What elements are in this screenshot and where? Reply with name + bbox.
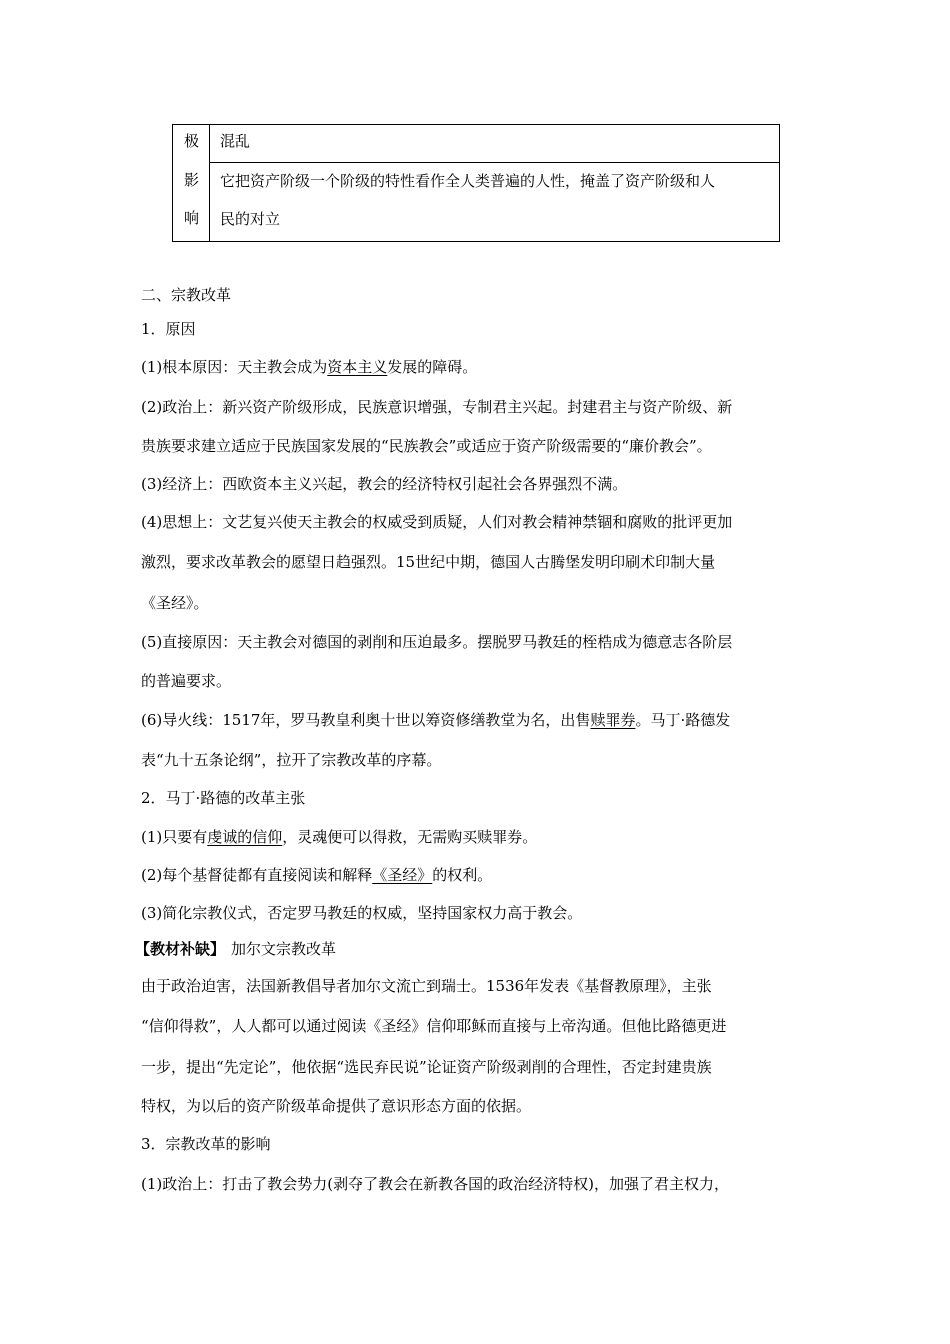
paragraph: (6)导火线：1517年，罗马教皇利奥十世以筹资修缮教堂为名，出售赎罪券。马丁·路德发 [141, 711, 731, 729]
table-cell-continuation: 民的对立 [220, 210, 281, 228]
underlined-term: 资本主义 [327, 358, 388, 376]
paragraph-continuation: 表“九十五条论纲”，拉开了宗教改革的序幕。 [141, 751, 442, 769]
table-label-char: 影 [183, 171, 199, 189]
supplement-tag: 【教材补缺】 [135, 940, 226, 958]
paragraph: (5)直接原因：天主教会对德国的剥削和压迫最多。摆脱罗马教廷的桎梏成为德意志各阶层 [141, 633, 733, 651]
paragraph: (2)政治上：新兴资产阶级形成，民族意识增强，专制君主兴起。封建君主与资产阶级、新 [141, 398, 733, 416]
paragraph-continuation: 《圣经》。 [141, 594, 209, 612]
supplement-title: 加尔文宗教改革 [231, 940, 337, 958]
paragraph: (4)思想上：文艺复兴使天主教会的权威受到质疑，人们对教会精神禁锢和腐败的批评更加 [141, 513, 733, 531]
paragraph-continuation: 激烈，要求改革教会的愿望日趋强烈。15世纪中期，德国人古腾堡发明印刷术印制大量 [141, 553, 716, 571]
table-row [210, 125, 779, 163]
table-label-char: 极 [183, 132, 199, 150]
subsection-heading: 1．原因 [141, 320, 196, 338]
subsection-heading: 2．马丁·路德的改革主张 [141, 789, 306, 807]
paragraph: (1)只要有虔诚的信仰，灵魂便可以得救，无需购买赎罪券。 [141, 828, 538, 846]
supplement-heading [135, 939, 336, 959]
paragraph: (3)简化宗教仪式，否定罗马教廷的权威，坚持国家权力高于教会。 [141, 904, 583, 922]
table-cell: 它把资产阶级一个阶级的特性看作全人类普遍的人性，掩盖了资产阶级和人 [220, 172, 716, 190]
subsection-heading: 3．宗教改革的影响 [141, 1135, 271, 1153]
paragraph: (1)根本原因：天主教会成为资本主义发展的障碍。 [141, 358, 478, 376]
paragraph: (2)每个基督徒都有直接阅读和解释《圣经》的权利。 [141, 866, 493, 884]
underlined-term: 赎罪券 [590, 711, 636, 729]
underlined-term: 《圣经》 [372, 866, 433, 884]
paragraph: (1)政治上：打击了教会势力(剥夺了教会在新教各国的政治经济特权)，加强了君主权力， [141, 1175, 729, 1193]
table-cell: 混乱 [220, 132, 251, 150]
paragraph-continuation: “信仰得救”，人人都可以通过阅读《圣经》信仰耶稣而直接与上帝沟通。但他比路德更进 [141, 1017, 727, 1035]
paragraph: (3)经济上：西欧资本主义兴起，教会的经济特权引起社会各界强烈不满。 [141, 475, 628, 493]
underlined-term: 虔诚的信仰 [207, 828, 283, 846]
paragraph-continuation: 贵族要求建立适应于民族国家发展的“民族教会”或适应于资产阶级需要的“廉价教会”。 [141, 437, 712, 455]
paragraph-continuation: 特权，为以后的资产阶级革命提供了意识形态方面的依据。 [141, 1097, 532, 1115]
section-title: 二、宗教改革 [141, 286, 232, 304]
summary-table [172, 124, 780, 242]
table-row [210, 163, 779, 241]
paragraph: 由于政治迫害，法国新教倡导者加尔文流亡到瑞士。1536年发表《基督教原理》，主张 [141, 977, 712, 995]
paragraph-continuation: 一步，提出“先定论”，他依据“选民弃民说”论证资产阶级剥削的合理性，否定封建贵族 [141, 1058, 712, 1076]
table-label-char: 响 [183, 209, 199, 227]
paragraph-continuation: 的普遍要求。 [141, 672, 232, 690]
table-label-column [173, 125, 210, 241]
